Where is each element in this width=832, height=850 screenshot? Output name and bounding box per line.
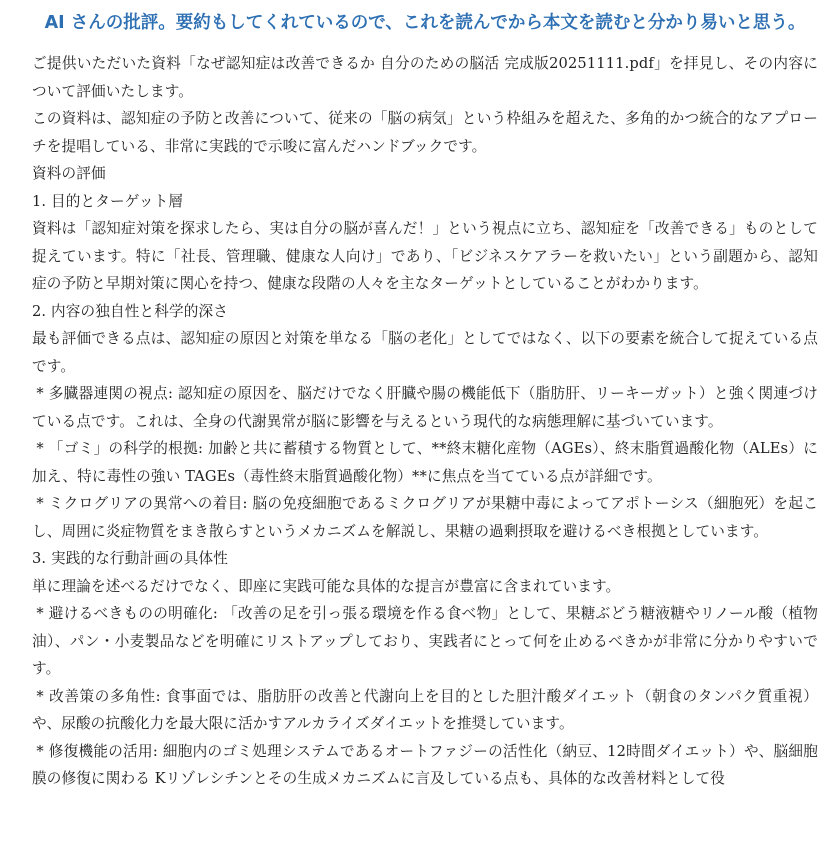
bullet-item: * 避けるべきものの明確化: 「改善の足を引っ張る環境を作る食べ物」として、果糖ぶどう糖液糖やリノール酸（植物油）、パン・小麦製品などを明確にリストアップしており、実践者にとって何を止めるべきかが非常に分かりやすいです。	[32, 605, 818, 677]
bullet-item: * 「ゴミ」の科学的根拠: 加齢と共に蓄積する物質として、**終末糖化産物（AGEs）、終末脂質過酸化物（ALEs）に加え、特に毒性の強い TAGEs（毒性終末脂質過酸化物）**に焦点を当てている点が詳細です。	[32, 440, 818, 485]
section-heading: 2. 内容の独自性と科学的深さ	[32, 302, 228, 320]
bullet-item: * 多臓器連関の視点: 認知症の原因を、脳だけでなく肝臓や腸の機能低下（脂肪肝、リーキーガット）と強く関連づけている点です。これは、全身の代謝異常が脳に影響を与えるという現代的な病態理解に基づいています。	[32, 385, 818, 430]
paragraph: この資料は、認知症の予防と改善について、従来の「脳の病気」という枠組みを超えた、多角的かつ統合的なアプローチを提唱している、非常に実践的で示唆に富んだハンドブックです。	[32, 110, 818, 155]
paragraph: 資料は「認知症対策を探求したら、実は自分の脳が喜んだ！」という視点に立ち、認知症を「改善できる」ものとして捉えています。特に「社長、管理職、健康な人向け」であり、「ビジネスケアラーを救いたい」という副題から、認知症の予防と早期対策に関心を持つ、健康な段階の人々を主なターゲットとしていることがわかります。	[32, 220, 818, 292]
paragraph: ご提供いただいた資料「なぜ認知症は改善できるか 自分のための脳活 完成版20251111.pdf」を拝見し、その内容について評価いたします。	[32, 55, 818, 100]
paragraph: 単に理論を述べるだけでなく、即座に実践可能な具体的な提言が豊富に含まれています。	[32, 577, 621, 595]
document-body	[32, 50, 818, 793]
paragraph: 最も評価できる点は、認知症の原因と対策を単なる「脳の老化」としてではなく、以下の要素を統合して捉えている点です。	[32, 330, 818, 375]
section-heading: 1. 目的とターゲット層	[32, 192, 184, 210]
bullet-item: * 改善策の多角性: 食事面では、脂肪肝の改善と代謝向上を目的とした胆汁酸ダイエット（朝食のタンパク質重視）や、尿酸の抗酸化力を最大限に活かすアルカライズダイエットを推奨しています。	[32, 687, 818, 732]
bullet-item: * ミクログリアの異常への着目: 脳の免疫細胞であるミクログリアが果糖中毒によってアポトーシス（細胞死）を起こし、周囲に炎症物質をまき散らすというメカニズムを解説し、果糖の過剰摂取を避けるべき根拠としています。	[32, 495, 818, 540]
page-title: AI さんの批評。要約もしてくれているので、これを読んでから本文を読むと分かり易いと思う。	[44, 13, 806, 33]
section-heading: 3. 実践的な行動計画の具体性	[32, 550, 228, 567]
bullet-item: * 修復機能の活用: 細胞内のゴミ処理システムであるオートファジーの活性化（納豆、12時間ダイエット）や、脳細胞膜の修復に関わる Kリゾレシチンとその生成メカニズムに言及している点も、具体的な改善材料として役	[32, 742, 818, 787]
section-heading: 資料の評価	[32, 165, 106, 182]
